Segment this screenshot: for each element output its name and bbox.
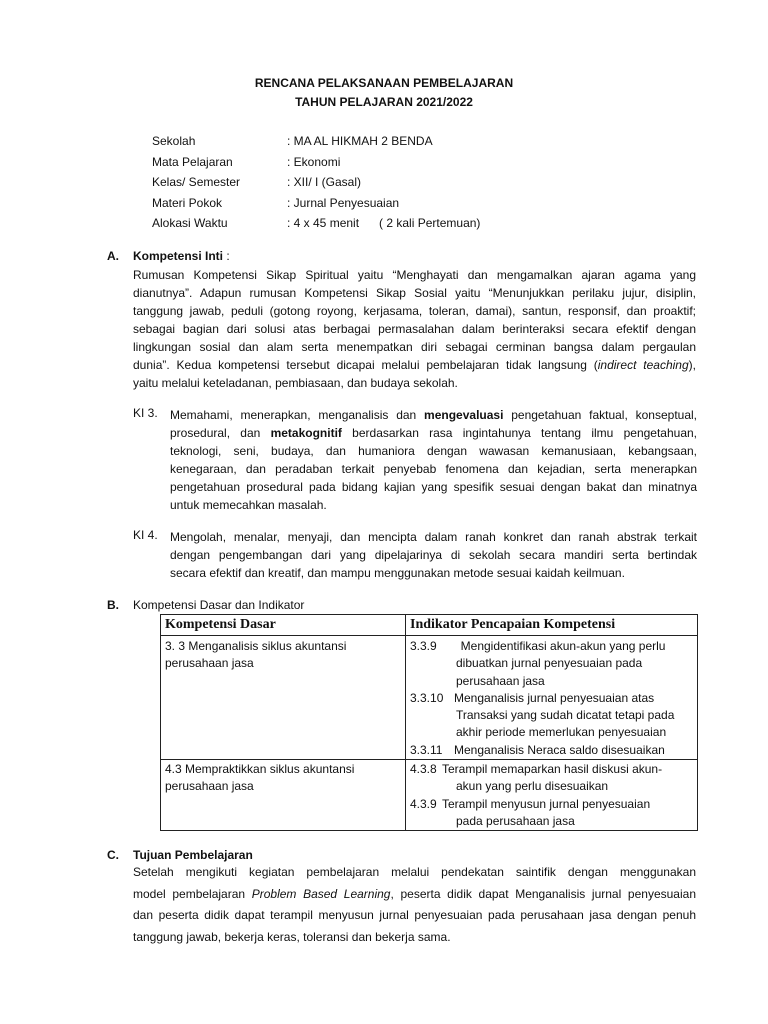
section-c-letter: C. bbox=[107, 848, 119, 862]
paragraph-line: Mengolah, menalar, menyaji, dan mencipta dalam ranah konkret dan ranah abstrak terkait bbox=[170, 530, 697, 544]
table-row bbox=[161, 636, 698, 760]
section-a-title-suffix: : bbox=[223, 249, 230, 263]
info-label: Mata Pelajaran bbox=[152, 154, 233, 169]
paragraph-line: lingkungan sosial dan alam serta menempatkan diri sebagai cerminan bangsa dalam pergaulan bbox=[133, 340, 696, 354]
table-header-row bbox=[161, 615, 698, 636]
ki3-label: KI 3. bbox=[133, 406, 158, 420]
ki4-label: KI 4. bbox=[133, 528, 158, 542]
text-run: dunia”. Kedua kompetensi tersebut dicapai melalui pembelajaran tidak langsung ( bbox=[133, 358, 598, 372]
indicator-item bbox=[410, 690, 693, 707]
indicator-number: 3.3.9 bbox=[410, 639, 437, 653]
text-run: berdasarkan rasa ingintahunya tentang ilmu pengetahuan, bbox=[341, 426, 697, 440]
table-row bbox=[161, 760, 698, 831]
kd-line: 4.3 Mempraktikkan siklus akuntansi bbox=[165, 762, 355, 777]
ki4-text bbox=[170, 528, 697, 582]
paragraph-line: pengetahuan prosedural pada bidang kajian yang spesifik sesuai dengan bakat dan minatnya bbox=[170, 480, 697, 494]
info-row-subject bbox=[152, 152, 480, 173]
paragraph-line: Rumusan Kompetensi Sikap Spiritual yaitu “Menghayati dan mengamalkan ajaran agama yang bbox=[133, 268, 696, 282]
italic-term: Problem Based Learning bbox=[251, 886, 391, 901]
indicator-text: Menganalisis Neraca saldo disesuaikan bbox=[454, 742, 665, 757]
indicator-item bbox=[410, 796, 693, 813]
ki3-text bbox=[170, 406, 697, 514]
paragraph-line: untuk memecahkan masalah. bbox=[170, 498, 327, 512]
indicator-text: Terampil menyusun jurnal penyesuaian bbox=[442, 796, 651, 811]
info-row-class bbox=[152, 172, 480, 193]
indicator-text: dibuatkan jurnal penyesuaian pada bbox=[456, 656, 643, 671]
section-b-title: Kompetensi Dasar dan Indikator bbox=[133, 598, 305, 612]
section-a-paragraph bbox=[133, 266, 696, 392]
indicator-number: 4.3.8 bbox=[410, 762, 437, 777]
text-run: prosedural, dan bbox=[170, 426, 271, 440]
kd-line: perusahaan jasa bbox=[165, 656, 254, 671]
info-value: : Jurnal Penyesuaian bbox=[287, 195, 400, 210]
paragraph-line bbox=[133, 356, 696, 374]
info-value: : 4 x 45 menit ( 2 kali Pertemuan) bbox=[287, 216, 481, 230]
paragraph-line: secara efektif dan kreatif, dan mampu menggunakan metode sesuai kaidah keilmuan. bbox=[170, 566, 625, 580]
indicator-text: Mengidentifikasi akun-akun yang perlu bbox=[454, 639, 666, 653]
text-run: , peserta didik dapat Menganalisis jurnal penyesuaian bbox=[390, 886, 696, 901]
indicator-item bbox=[410, 638, 693, 655]
paragraph-line: dan peserta didik dapat terampil menyusun jurnal penyesuaian pada perusahaan jasa dengan penuh bbox=[133, 908, 696, 922]
section-c-paragraph bbox=[133, 862, 696, 948]
paragraph-line: teknologi, seni, budaya, dan humaniora dengan wawasan kemanusiaan, kebangsaan, bbox=[170, 444, 697, 458]
section-c-title: Tujuan Pembelajaran bbox=[133, 848, 253, 862]
info-row-topic bbox=[152, 193, 480, 214]
indicator-cell bbox=[406, 760, 698, 831]
column-header-ipk: Indikator Pencapaian Kompetensi bbox=[406, 615, 698, 636]
paragraph-line: sebagai bagian dari solusi atas berbagai permasalahan dalam berinteraksi secara efektif dengan bbox=[133, 322, 696, 336]
paragraph-line bbox=[133, 884, 696, 906]
kd-line: perusahaan jasa bbox=[165, 779, 254, 794]
bold-term: mengevaluasi bbox=[424, 408, 504, 422]
indicator-text: Terampil memaparkan hasil diskusi akun- bbox=[442, 762, 663, 777]
section-a-title bbox=[133, 249, 230, 263]
paragraph-line bbox=[170, 406, 697, 424]
italic-term: indirect teaching bbox=[597, 358, 689, 372]
identity-block bbox=[152, 131, 480, 234]
info-label: Alokasi Waktu bbox=[152, 216, 228, 230]
section-a-title-text: Kompetensi Inti bbox=[133, 249, 224, 263]
info-label: Materi Pokok bbox=[152, 195, 223, 210]
paragraph-line: kenegaraan, dan peradaban terkait penyebab fenomena dan kejadian, serta menerapkan bbox=[170, 462, 697, 476]
text-run: Memahami, menerapkan, menganalisis dan bbox=[170, 408, 425, 422]
info-label: Sekolah bbox=[152, 134, 196, 148]
competency-table bbox=[160, 614, 698, 831]
info-row-time bbox=[152, 213, 480, 234]
bold-term: metakognitif bbox=[270, 426, 342, 440]
kd-cell bbox=[161, 760, 406, 831]
academic-year-title: TAHUN PELAJARAN 2021/2022 bbox=[295, 95, 473, 109]
indicator-cell bbox=[406, 636, 698, 760]
indicator-text: pada perusahaan jasa bbox=[456, 813, 575, 828]
indicator-number: 3.3.10 bbox=[410, 690, 444, 705]
indicator-text: perusahaan jasa bbox=[456, 673, 545, 688]
paragraph-line: dengan pengembangan dari yang dipelajarinya di sekolah secara mandiri serta bertindak bbox=[170, 548, 697, 562]
indicator-number: 3.3.11 bbox=[410, 742, 443, 757]
paragraph-line: Setelah mengikuti kegiatan pembelajaran melalui pendekatan saintifik dengan menggunakan bbox=[133, 865, 696, 879]
indicator-text: Menganalisis jurnal penyesuaian atas bbox=[454, 690, 655, 705]
indicator-text: akhir periode memerlukan penyesuaian bbox=[456, 725, 667, 740]
kd-cell bbox=[161, 636, 406, 760]
indicator-item bbox=[410, 761, 693, 778]
info-label: Kelas/ Semester bbox=[152, 175, 241, 189]
column-header-kd: Kompetensi Dasar bbox=[161, 615, 406, 636]
text-run: ), bbox=[688, 358, 696, 372]
paragraph-line bbox=[170, 424, 697, 442]
paragraph-line: tanggung jawab, peduli (gotong royong, kerjasama, toleran, damai), santun, responsif, dan proaktif; bbox=[133, 304, 696, 318]
indicator-item bbox=[410, 742, 693, 759]
info-value: : Ekonomi bbox=[287, 154, 341, 169]
document-title: RENCANA PELAKSANAAN PEMBELAJARAN bbox=[254, 76, 514, 90]
text-run: model pembelajaran bbox=[133, 886, 252, 901]
info-value: : MA AL HIKMAH 2 BENDA bbox=[287, 134, 433, 148]
info-row-school bbox=[152, 131, 480, 152]
paragraph-line: dianutnya”. Adapun rumusan Kompetensi Sikap Sosial yaitu “Menunjukkan perilaku jujur, disiplin, bbox=[133, 286, 696, 300]
kd-line: 3. 3 Menganalisis siklus akuntansi bbox=[165, 639, 347, 653]
paragraph-line: tanggung jawab, bekerja keras, toleransi dan bekerja sama. bbox=[133, 929, 451, 944]
indicator-text: Transaksi yang sudah dicatat tetapi pada bbox=[456, 708, 675, 723]
paragraph-line: yaitu melalui keteladanan, pembiasaan, dan budaya sekolah. bbox=[133, 376, 458, 390]
section-b-letter: B. bbox=[107, 598, 119, 612]
indicator-text: akun yang perlu disesuaikan bbox=[456, 779, 609, 794]
indicator-number: 4.3.9 bbox=[410, 796, 437, 811]
text-run: pengetahuan faktual, konseptual, bbox=[503, 408, 698, 422]
info-value: : XII/ I (Gasal) bbox=[287, 175, 362, 189]
section-a-letter: A. bbox=[107, 249, 119, 263]
